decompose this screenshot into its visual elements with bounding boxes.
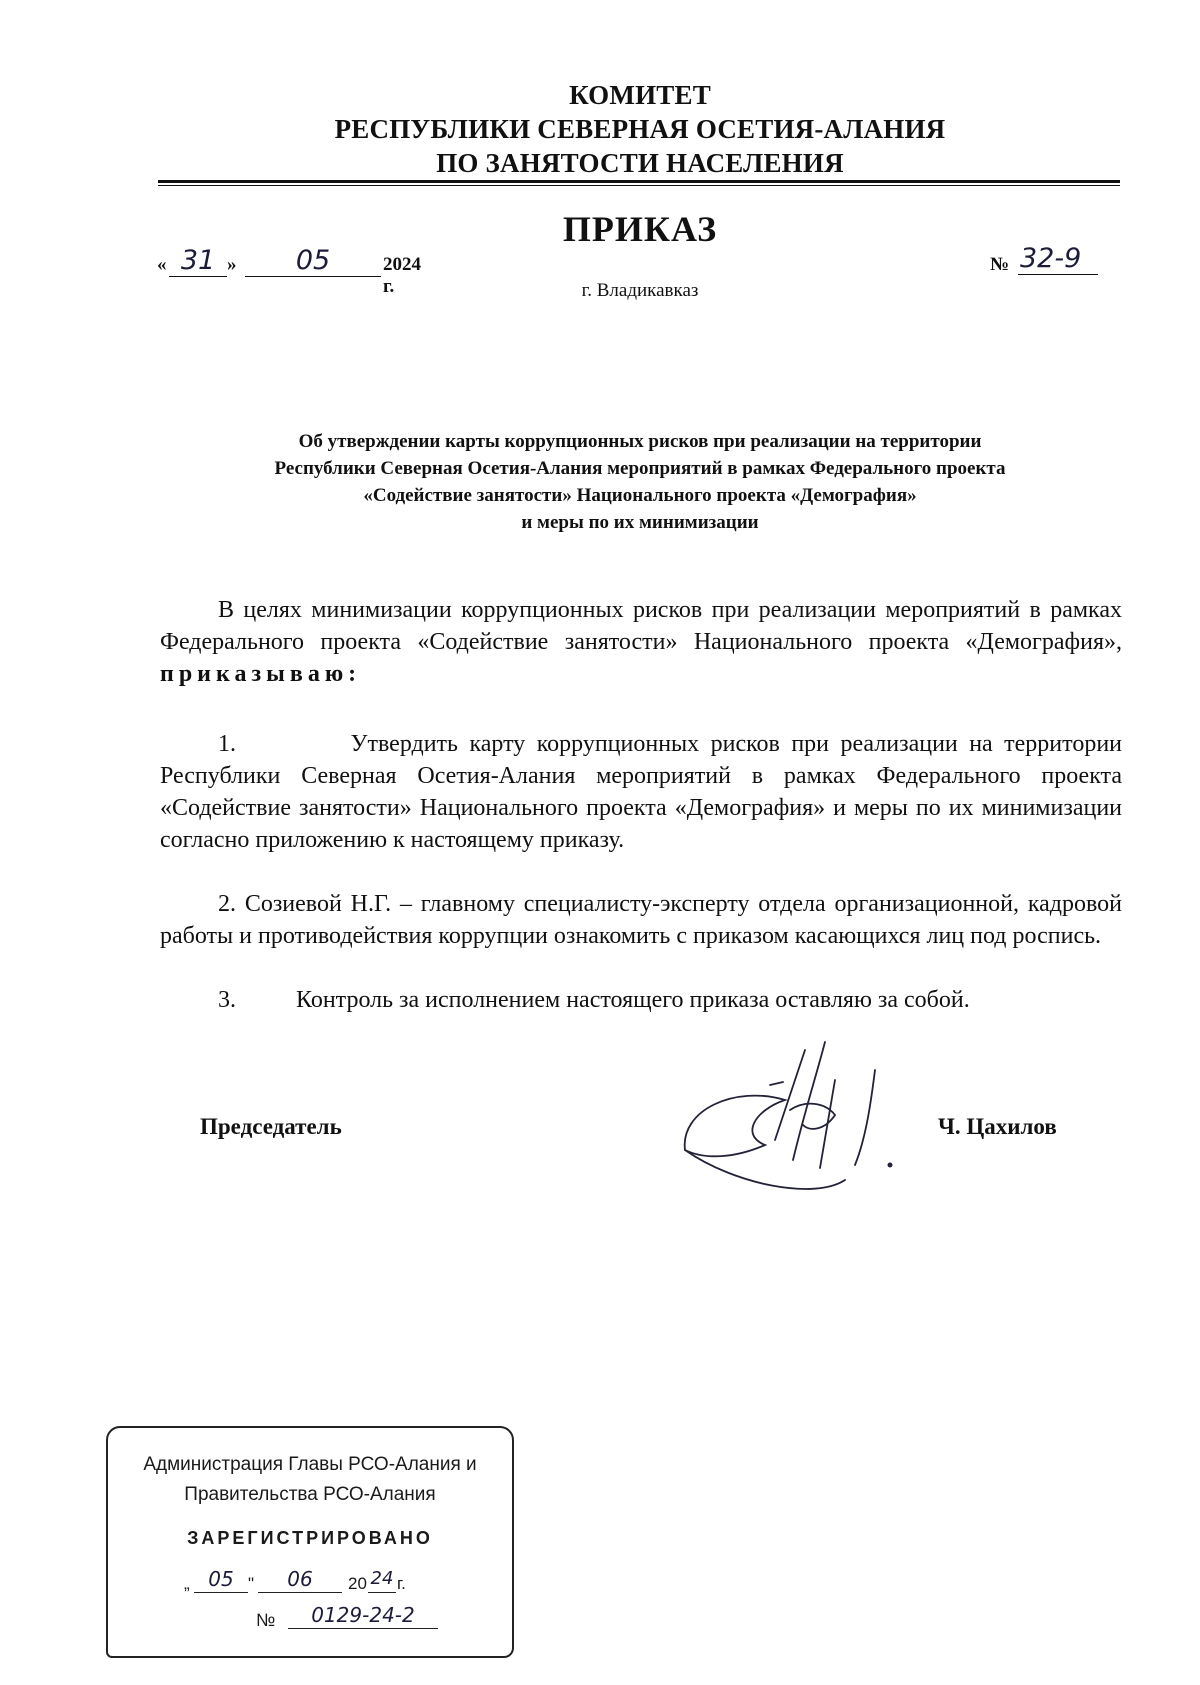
stamp-open-quote: „ (184, 1574, 190, 1593)
order-number (990, 244, 1130, 280)
city: г. Владикавказ (581, 280, 699, 301)
subject-line-3: «Содействие занятости» Национального проекта «Демография» (363, 485, 917, 506)
stamp-year-prefix: 20 (348, 1574, 367, 1593)
document-title: ПРИКАЗ (562, 209, 718, 249)
stamp-line-2: Правительства РСО-Алания (184, 1484, 436, 1505)
preamble-text: В целях минимизации коррупционных рисков при реализации мероприятий в рамках Федерального проекта «Содействие занятости» Национального проекта «Демография», (160, 597, 1122, 655)
signatory-role: Председатель (200, 1114, 342, 1139)
stamp-number-value: 0129-24-2 (288, 1602, 438, 1629)
directive-word: приказываю: (160, 661, 362, 687)
subject-line-2: Республики Северная Осетия-Алания мероприятий в рамках Федерального проекта (274, 458, 1006, 479)
subject-line-1: Об утверждении карты коррупционных рисков при реализации на территории (298, 431, 982, 452)
registration-stamp (106, 1426, 514, 1658)
date-day: 31 (169, 246, 227, 277)
item-1: 1. Утвердить карту коррупционных рисков при реализации на территории Республики Северная Осетия-Алания мероприятий в рамках Федерального проекта «Содействие занятости» Национального проекта «Демография» и меры по их минимизации согласно приложению к настоящему приказу. (160, 731, 1122, 853)
stamp-date (108, 1566, 512, 1596)
date-month: 05 (245, 246, 381, 277)
header-divider-thin (158, 185, 1120, 186)
header-divider (158, 180, 1120, 183)
stamp-year: 24 (368, 1566, 396, 1593)
subject-line-4: и меры по их минимизации (521, 512, 759, 533)
date-open-quote: « (157, 254, 167, 275)
stamp-year-suffix: г. (397, 1574, 406, 1593)
stamp-number-label: № (256, 1610, 276, 1630)
stamp-month: 06 (258, 1566, 342, 1593)
org-name-line-3: ПО ЗАНЯТОСТИ НАСЕЛЕНИЯ (436, 148, 844, 178)
stamp-registered-label: ЗАРЕГИСТРИРОВАНО (187, 1528, 433, 1548)
handwritten-signature (675, 1040, 935, 1200)
org-name-line-1: КОМИТЕТ (569, 80, 711, 110)
order-subject (160, 428, 1120, 536)
date-year: 2024 г. (383, 254, 421, 297)
stamp-line-1: Администрация Главы РСО-Алания и (143, 1454, 477, 1475)
org-name-line-2: РЕСПУБЛИКИ СЕВЕРНАЯ ОСЕТИЯ-АЛАНИЯ (334, 114, 946, 144)
date-close-quote: » (227, 254, 237, 275)
stamp-day: 05 (194, 1566, 248, 1593)
item-3: 3. Контроль за исполнением настоящего приказа оставляю за собой. (218, 987, 970, 1013)
number-value: 32-9 (1018, 244, 1098, 275)
preamble-paragraph (160, 594, 1122, 690)
signatory-name: Ч. Цахилов (938, 1114, 1057, 1139)
number-label: № (990, 254, 1010, 275)
stamp-close-quote: " (248, 1574, 255, 1593)
stamp-number (108, 1602, 512, 1632)
item-2: 2. Созиевой Н.Г. – главному специалисту-эксперту отдела организационной, кадровой работы и противодействия коррупции ознакомить с приказом касающихся лиц под роспись. (160, 891, 1122, 949)
